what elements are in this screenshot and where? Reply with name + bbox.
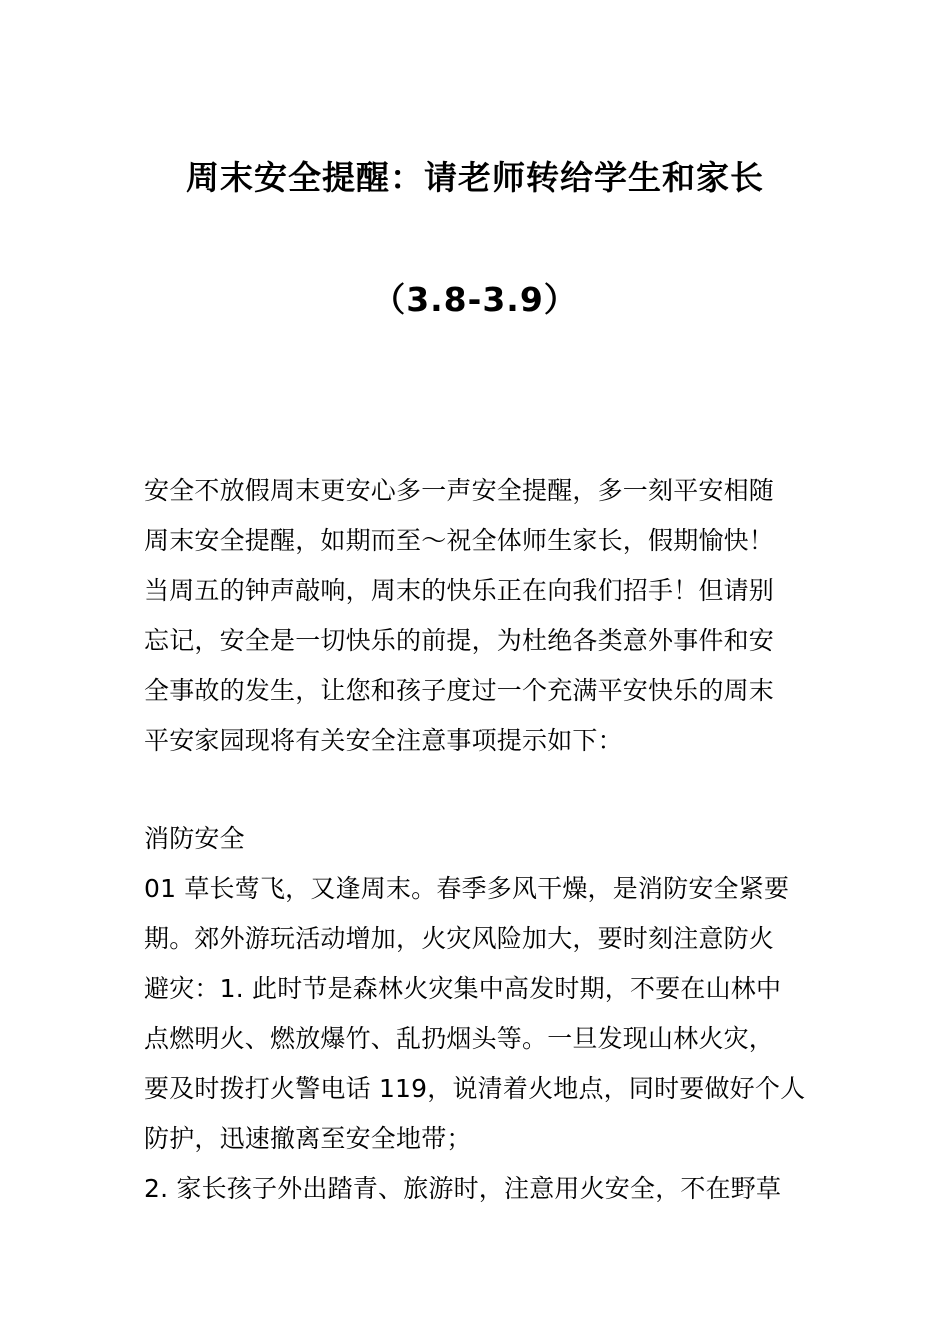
document-subtitle-date-range: （3.8-3.9） bbox=[372, 280, 578, 319]
section-line: 点燃明火、燃放爆竹、乱扔烟头等。一旦发现山林火灾， bbox=[144, 1024, 775, 1053]
document-title: 周末安全提醒：请老师转给学生和家长 bbox=[186, 158, 764, 197]
document-body bbox=[144, 466, 809, 1214]
intro-line: 全事故的发生，让您和孩子度过一个充满平安快乐的周末 bbox=[144, 676, 775, 705]
section-line: 期。郊外游玩活动增加，火灾风险加大，要时刻注意防火 bbox=[144, 924, 775, 953]
section-line: 01 草长莺飞，又逢周末。春季多风干燥，是消防安全紧要 bbox=[144, 874, 790, 903]
intro-line: 安全不放假周末更安心多一声安全提醒，多一刻平安相随 bbox=[144, 476, 775, 505]
intro-line: 平安家园现将有关安全注意事项提示如下： bbox=[144, 726, 623, 755]
intro-line: 忘记，安全是一切快乐的前提，为杜绝各类意外事件和安 bbox=[144, 626, 775, 655]
section-line: 2. 家长孩子外出踏青、旅游时，注意用火安全，不在野草 bbox=[144, 1174, 782, 1203]
section-heading: 消防安全 bbox=[144, 824, 245, 853]
section-line: 防护，迅速撤离至安全地带； bbox=[144, 1124, 472, 1153]
intro-line: 当周五的钟声敲响，周末的快乐正在向我们招手！但请别 bbox=[144, 576, 775, 605]
section-line: 避灾：1. 此时节是森林火灾集中高发时期，不要在山林中 bbox=[144, 974, 782, 1003]
intro-line: 周末安全提醒，如期而至～祝全体师生家长，假期愉快！ bbox=[144, 526, 775, 555]
paragraph-spacer bbox=[144, 766, 809, 814]
section-line: 要及时拨打火警电话 119，说清着火地点，同时要做好个人 bbox=[144, 1074, 806, 1103]
